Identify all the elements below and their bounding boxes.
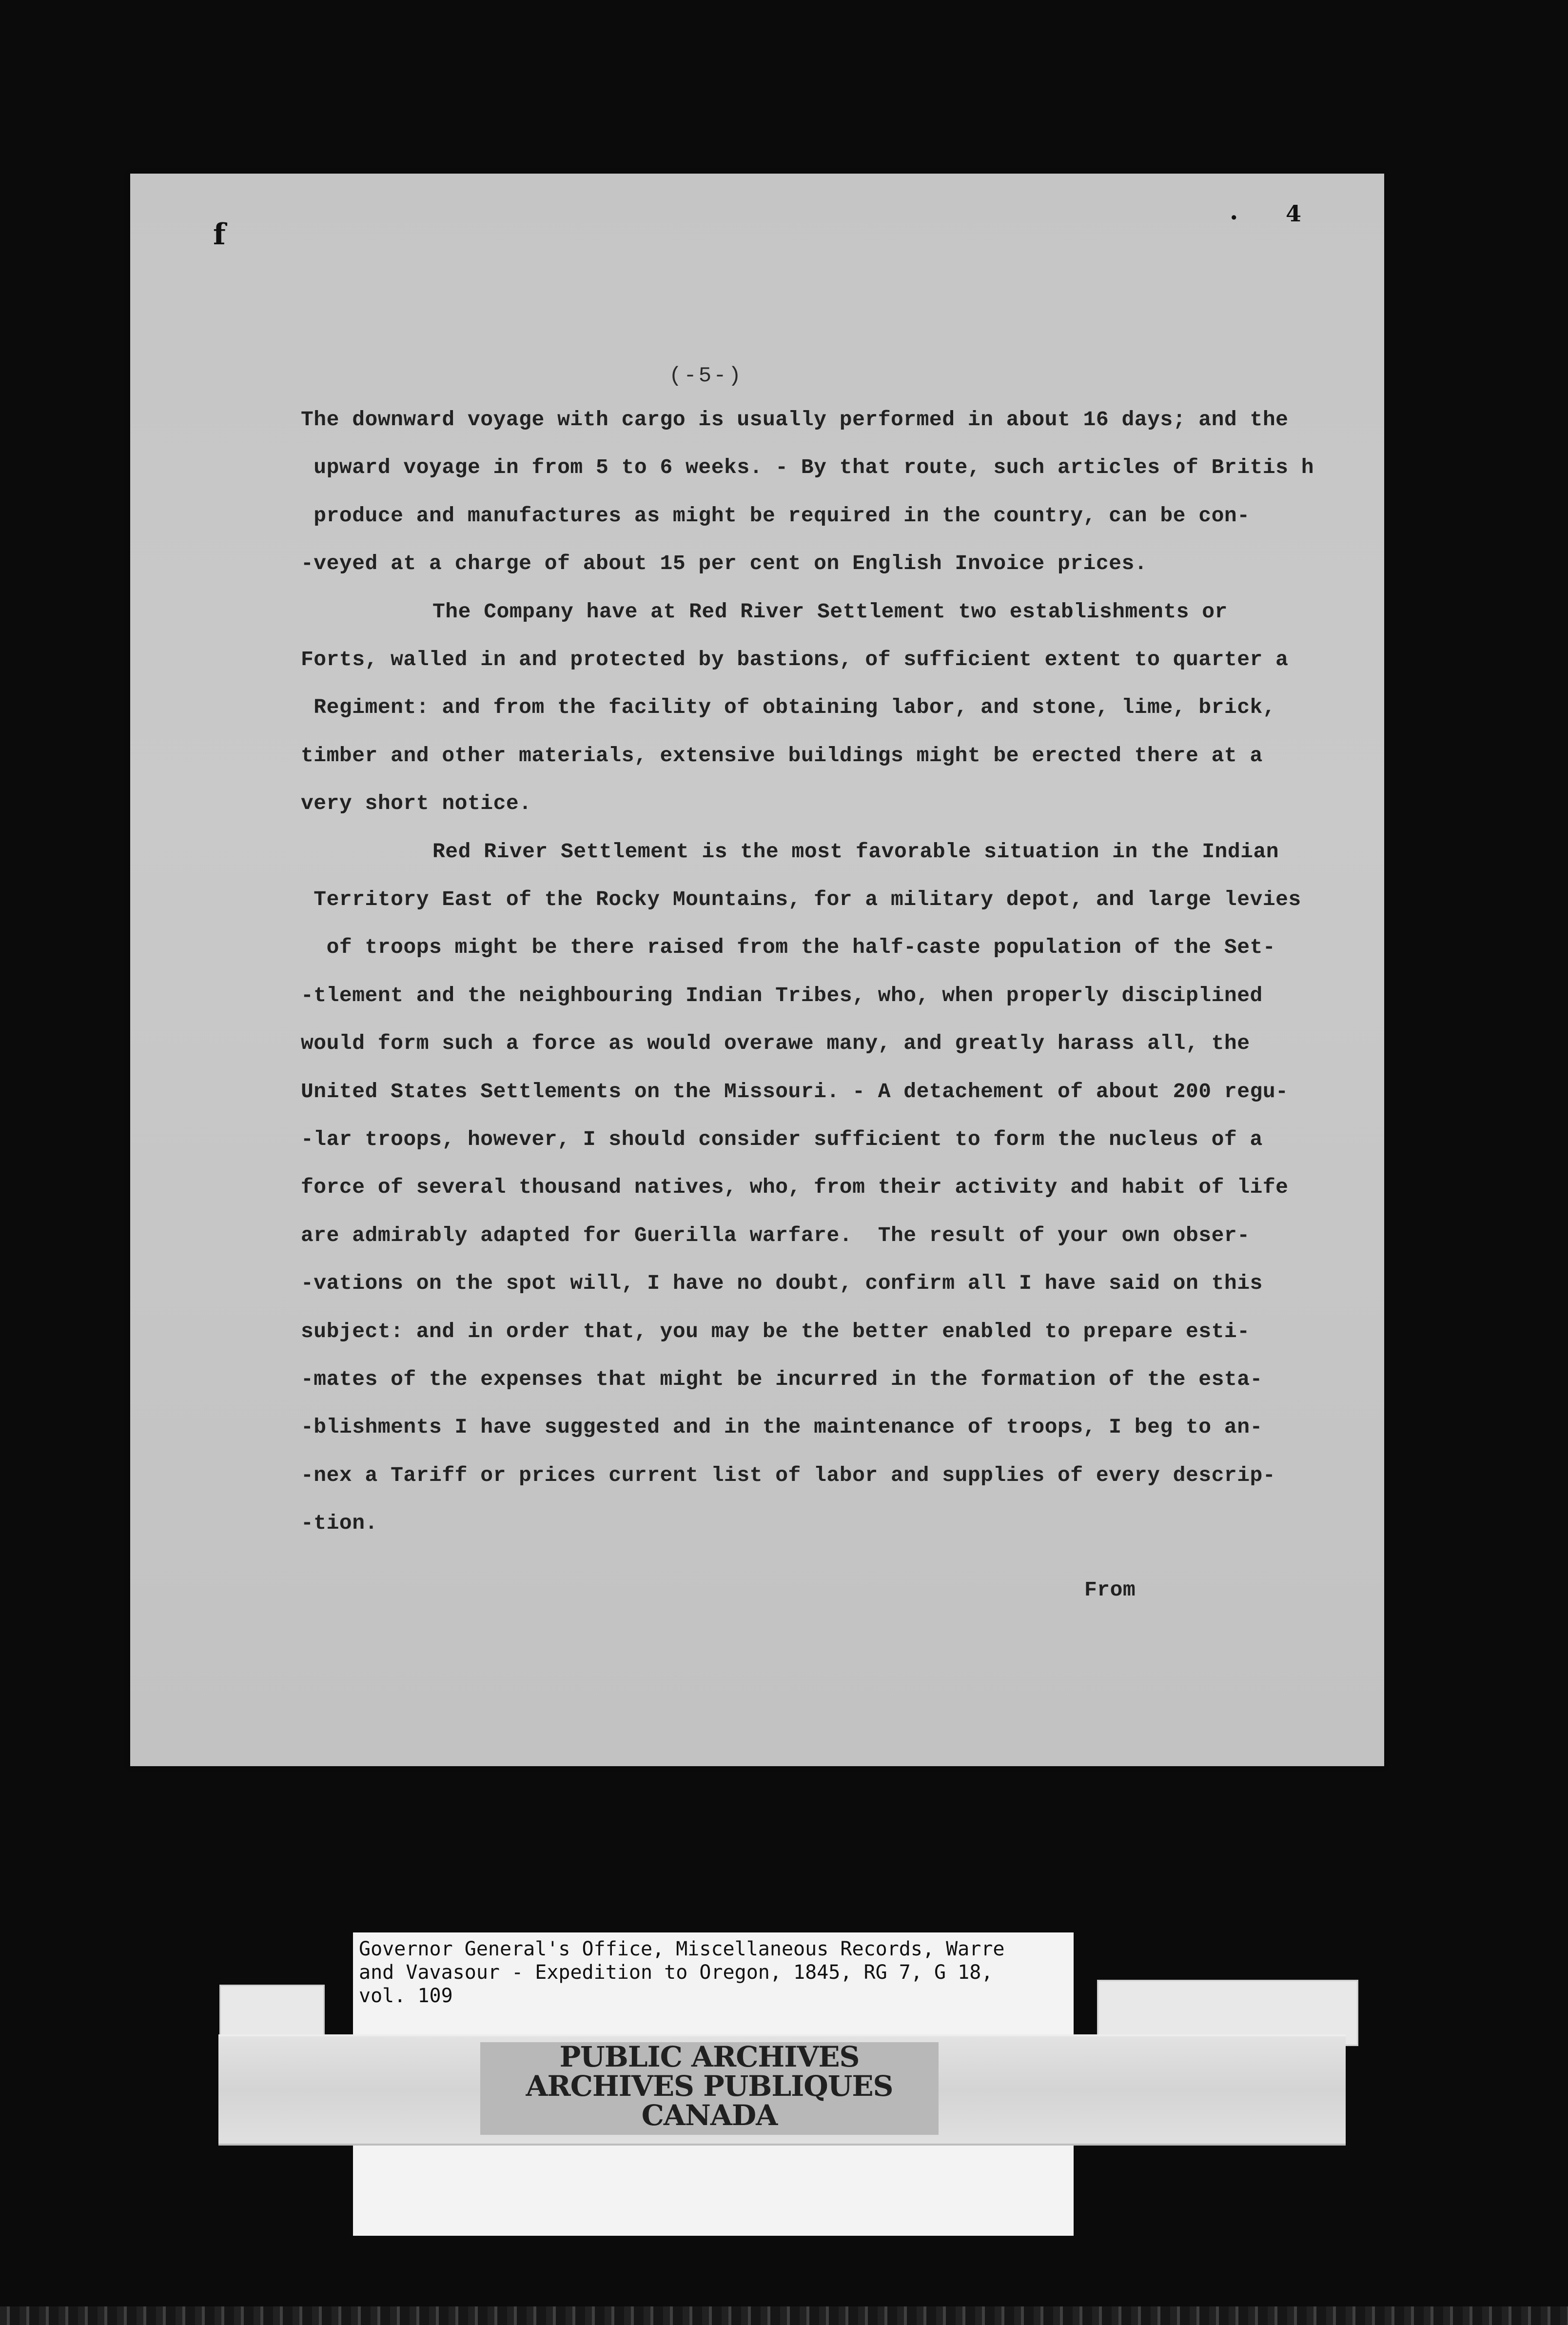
stamp-line: PUBLIC ARCHIVES	[559, 2040, 860, 2073]
text-line: -tlement and the neighbouring Indian Tribes, who, when properly disciplined	[301, 983, 1263, 1007]
text-line: -tion.	[301, 1511, 378, 1536]
text-line: timber and other materials, extensive buildings might be erected there at a	[301, 743, 1263, 768]
corner-mark-dot: ·	[1230, 203, 1238, 232]
text-line: -mates of the expenses that might be incurred in the formation of the esta-	[301, 1367, 1263, 1391]
text-line: very short notice.	[301, 791, 532, 816]
text-line: The downward voyage with cargo is usually performed in about 16 days; and the	[301, 408, 1289, 432]
archive-label-line: and Vavasour - Expedition to Oregon, 1845, RG 7, G 18,	[359, 1961, 993, 1984]
text-line: subject: and in order that, you may be the better enabled to prepare esti-	[301, 1319, 1250, 1343]
text-line: -blishments I have suggested and in the maintenance of troops, I beg to an-	[301, 1415, 1263, 1439]
stamp-line: ARCHIVES PUBLIQUES	[526, 2069, 893, 2103]
text-line: Red River Settlement is the most favorable situation in the Indian	[432, 839, 1279, 864]
archive-label-text	[359, 1937, 1071, 2008]
text-line: Regiment: and from the facility of obtaining labor, and stone, lime, brick,	[301, 695, 1276, 720]
archives-stamp	[480, 2042, 939, 2135]
stamp-line: CANADA	[641, 2099, 778, 2132]
text-line: -veyed at a charge of about 15 per cent on English Invoice prices.	[301, 552, 1148, 576]
corner-mark-right: 4	[1286, 200, 1302, 227]
page-number: (-5-)	[669, 364, 744, 388]
catchword: From	[1084, 1578, 1136, 1602]
text-line: The Company have at Red River Settlement two establishments or	[432, 599, 1228, 624]
text-line: -vations on the spot will, I have no doubt, confirm all I have said on this	[301, 1271, 1263, 1296]
archive-label-line: vol. 109	[359, 1985, 453, 2007]
text-line: United States Settlements on the Missouri. - A detachement of about 200 regu-	[301, 1079, 1289, 1103]
text-line: produce and manufactures as might be required in the country, can be con-	[301, 503, 1250, 528]
text-line: of troops might be there raised from the half-caste population of the Set-	[301, 935, 1276, 960]
archive-label-line: Governor General's Office, Miscellaneous Records, Warre	[359, 1938, 1005, 1960]
film-edge	[0, 2306, 1568, 2325]
text-line: Forts, walled in and protected by bastions, of sufficient extent to quarter a	[301, 648, 1289, 671]
text-line: upward voyage in from 5 to 6 weeks. - By that route, such articles of Britis h	[301, 455, 1314, 480]
corner-mark-left: f	[213, 217, 226, 252]
text-line: force of several thousand natives, who, from their activity and habit of life	[301, 1175, 1289, 1200]
text-line: Territory East of the Rocky Mountains, for a military depot, and large levies	[301, 887, 1301, 911]
text-line: -lar troops, however, I should consider sufficient to form the nucleus of a	[301, 1127, 1263, 1151]
text-line: -nex a Tariff or prices current list of labor and supplies of every descrip-	[301, 1463, 1276, 1487]
text-line: would form such a force as would overawe many, and greatly harass all, the	[301, 1031, 1250, 1056]
document-page	[130, 174, 1384, 1766]
text-line: are admirably adapted for Guerilla warfare. The result of your own obser-	[301, 1223, 1250, 1247]
